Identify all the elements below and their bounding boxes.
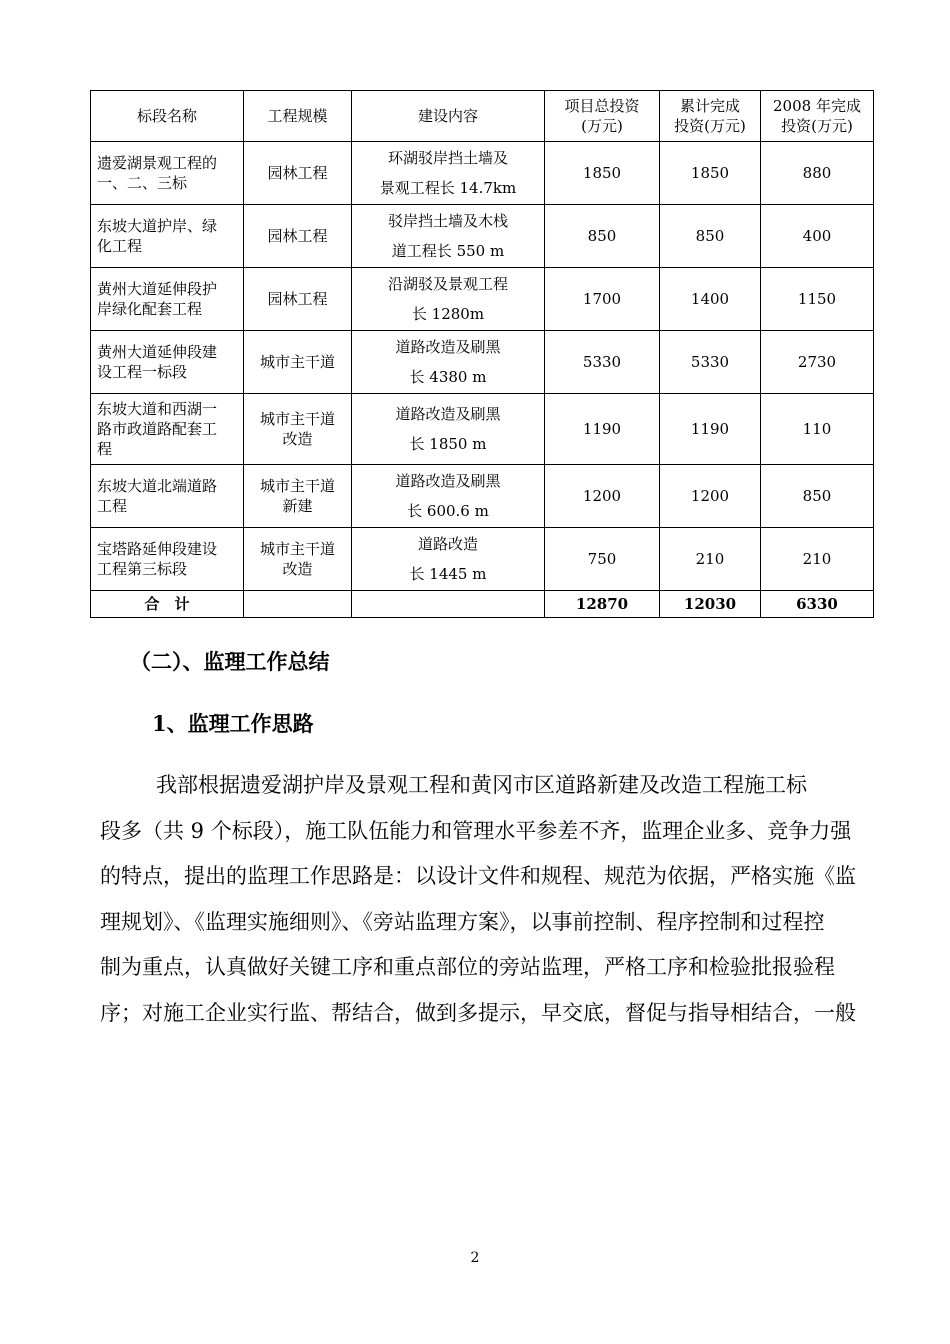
total-label [91,591,244,618]
cell-text: 园林工程 [267,164,328,182]
cell-text: 850 [587,227,617,245]
cell-text: 道工程长 550 m [391,242,505,260]
cell-text: 850 [802,487,832,505]
cell-scale [244,205,352,268]
paragraph-line: 的特点，提出的监理工作思路是：以设计文件和规程、规范为依据，严格实施《监 [100,864,856,889]
cell-text: 道路改造 [417,535,478,553]
cell-total [545,528,660,591]
cell-text: 110 [802,420,832,438]
total-2008 [761,591,874,618]
cell-cumulative [660,205,761,268]
subsection-heading: 1、监理工作思路 [152,711,314,736]
cell-name [91,142,244,205]
cell-text: 环湖驳岸挡土墙及 [387,149,508,167]
cell-total [545,142,660,205]
cell-total [545,268,660,331]
paragraph-line: 序；对施工企业实行监、帮结合，做到多提示，早交底，督促与指导相结合，一般 [100,1000,856,1025]
cell-text: 宝塔路延伸段建设 [97,540,218,558]
cell-text: 工程第三标段 [97,560,188,578]
cell-text: 1150 [797,290,837,308]
cell-cumulative [660,394,761,465]
cell-text: 6330 [796,595,838,613]
table-row [91,528,874,591]
cell-2008 [761,465,874,528]
cell-text: 210 [695,550,725,568]
empty-cell [244,591,352,618]
cell-text: 黄州大道延伸段建 [97,343,218,361]
table-header-row [91,91,874,142]
cell-scale [244,528,352,591]
cell-name [91,394,244,465]
cell-text: 长 600.6 m [407,502,489,520]
table-row [91,465,874,528]
cell-text: 工程 [97,497,128,515]
cell-2008 [761,205,874,268]
cell-name [91,528,244,591]
cell-text: 12870 [575,595,629,613]
cell-cumulative [660,528,761,591]
cell-text: 5330 [690,353,730,371]
cell-text: 城市主干道 [259,477,335,495]
cell-name [91,465,244,528]
cell-text: 工程规模 [267,107,328,125]
cell-text: 路市政道路配套工 [97,420,218,438]
total-sum [545,591,660,618]
cell-text: 岸绿化配套工程 [97,300,203,318]
cell-total [545,394,660,465]
cell-text: 项目总投资 [564,97,640,115]
cell-text: 新建 [282,497,313,515]
cell-text: 1190 [690,420,730,438]
cell-content [352,331,545,394]
cell-cumulative [660,142,761,205]
cell-text: 城市主干道 [259,540,335,558]
cell-text: 园林工程 [267,290,328,308]
cell-text: 1200 [690,487,730,505]
cell-text: 2730 [797,353,837,371]
cell-text: 1850 [582,164,622,182]
cell-text: 210 [802,550,832,568]
table-row [91,205,874,268]
cell-name [91,268,244,331]
cell-text: 城市主干道 [259,410,335,428]
cell-scale [244,394,352,465]
header-cell [545,91,660,142]
cell-text: 沿湖驳及景观工程 [387,275,508,293]
cell-content [352,528,545,591]
cell-text: 遗爱湖景观工程的 [97,154,218,172]
cell-scale [244,331,352,394]
cell-text: 程 [97,440,113,458]
cell-text: 东坡大道护岸、绿 [97,217,218,235]
table-row [91,394,874,465]
cell-content [352,142,545,205]
cell-text: 1400 [690,290,730,308]
table-row [91,142,874,205]
cell-text: 750 [587,550,617,568]
cell-cumulative [660,465,761,528]
cell-scale [244,142,352,205]
cell-total [545,465,660,528]
cell-name [91,331,244,394]
cell-text: 合 计 [144,595,190,613]
cell-2008 [761,331,874,394]
header-cell [91,91,244,142]
cell-text: 400 [802,227,832,245]
paragraph-line: 制为重点，认真做好关键工序和重点部位的旁站监理，严格工序和检验批报验程 [100,955,835,980]
cell-text: 东坡大道北端道路 [97,477,218,495]
paragraph-line: 段多（共 9 个标段），施工队伍能力和管理水平参差不齐，监理企业多、竞争力强 [100,818,852,843]
total-cumulative [660,591,761,618]
cell-content [352,394,545,465]
header-cell [761,91,874,142]
section-heading: （二）、监理工作总结 [130,649,330,674]
cell-text: 850 [695,227,725,245]
paragraph-line: 理规划》、《监理实施细则》、《旁站监理方案》，以事前控制、程序控制和过程控 [100,909,825,934]
cell-text: 道路改造及刷黑 [395,405,501,423]
cell-2008 [761,528,874,591]
cell-scale [244,268,352,331]
cell-scale [244,465,352,528]
cell-text: 黄州大道延伸段护 [97,280,218,298]
cell-text: 改造 [282,430,313,448]
cell-cumulative [660,331,761,394]
cell-name [91,205,244,268]
cell-text: 长 1445 m [409,565,487,583]
cell-text: 长 4380 m [409,368,487,386]
cell-text: (万元) [581,117,623,135]
header-cell [352,91,545,142]
cell-text: 道路改造及刷黑 [395,338,501,356]
cell-text: 城市主干道 [259,353,335,371]
cell-text: 投资(万元) [674,117,746,135]
cell-text: 园林工程 [267,227,328,245]
cell-text: 投资(万元) [781,117,853,135]
cell-text: 1190 [582,420,622,438]
cell-content [352,465,545,528]
cell-text: 1700 [582,290,622,308]
cell-text: 长 1280m [411,305,485,323]
cell-text: 累计完成 [679,97,740,115]
cell-text: 标段名称 [136,107,197,125]
cell-text: 12030 [683,595,737,613]
investment-table [90,90,874,618]
cell-text: 1200 [582,487,622,505]
page-number: 2 [470,1250,480,1266]
cell-text: 建设内容 [417,107,478,125]
header-cell [660,91,761,142]
cell-2008 [761,268,874,331]
cell-content [352,268,545,331]
cell-total [545,205,660,268]
cell-text: 设工程一标段 [97,363,188,381]
cell-text: 化工程 [97,237,143,255]
cell-text: 长 1850 m [409,435,487,453]
paragraph-line: 我部根据遗爱湖护岸及景观工程和黄冈市区道路新建及改造工程施工标 [156,773,807,797]
cell-text: 2008 年完成 [773,97,861,115]
cell-text: 1850 [690,164,730,182]
cell-content [352,205,545,268]
cell-text: 驳岸挡土墙及木栈 [387,212,508,230]
cell-text: 景观工程长 14.7km [379,179,517,197]
cell-text: 道路改造及刷黑 [395,472,501,490]
table-total-row [91,591,874,618]
cell-total [545,331,660,394]
cell-text: 一、二、三标 [97,174,188,192]
cell-text: 880 [802,164,832,182]
cell-cumulative [660,268,761,331]
table-row [91,331,874,394]
cell-text: 改造 [282,560,313,578]
empty-cell [352,591,545,618]
cell-2008 [761,142,874,205]
cell-text: 东坡大道和西湖一 [97,400,218,418]
header-cell [244,91,352,142]
cell-text: 5330 [582,353,622,371]
cell-2008 [761,394,874,465]
table-row [91,268,874,331]
body-paragraph [100,763,865,1037]
